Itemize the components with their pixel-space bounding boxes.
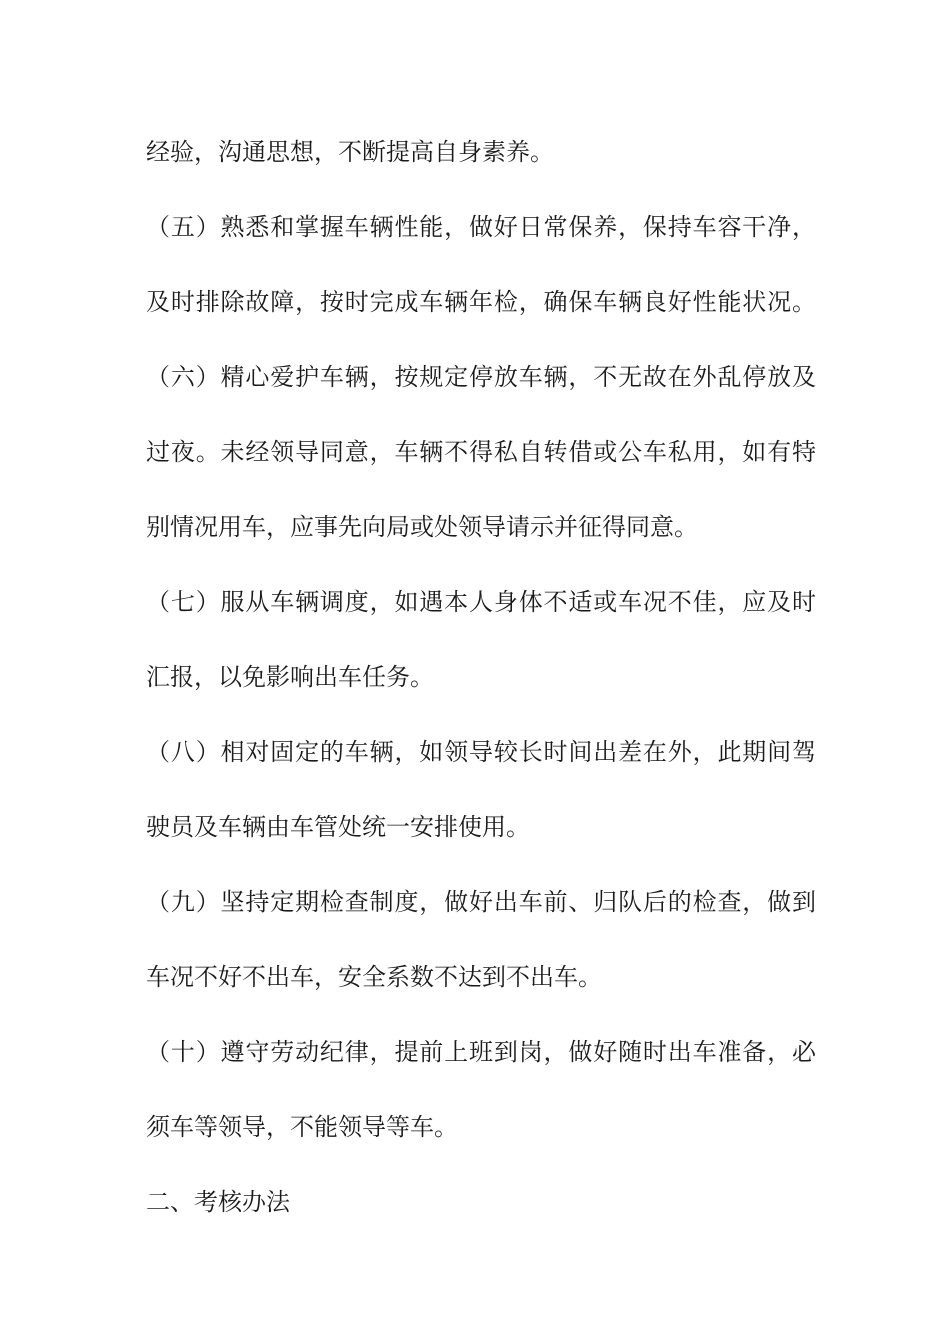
text-line-4: （六）精心爱护车辆，按规定停放车辆，不无故在外乱停放及 [146, 363, 816, 391]
text-line-13: （十）遵守劳动纪律，提前上班到岗，做好随时出车准备，必 [146, 1038, 816, 1066]
text-line-8: 汇报，以免影响出车任务。 [146, 663, 434, 691]
section-heading: 二、考核办法 [146, 1188, 290, 1216]
text-line-9: （八）相对固定的车辆，如领导较长时间出差在外，此期间驾 [146, 738, 816, 766]
text-line-1: 经验，沟通思想，不断提高自身素养。 [146, 138, 554, 166]
text-line-14: 须车等领导，不能领导等车。 [146, 1113, 458, 1141]
text-line-6: 别情况用车，应事先向局或处领导请示并征得同意。 [146, 513, 698, 541]
text-line-12: 车况不好不出车，安全系数不达到不出车。 [146, 963, 602, 991]
text-line-3: 及时排除故障，按时完成车辆年检，确保车辆良好性能状况。 [146, 288, 816, 316]
text-line-11: （九）坚持定期检查制度，做好出车前、归队后的检查，做到 [146, 888, 816, 916]
text-line-10: 驶员及车辆由车管处统一安排使用。 [146, 813, 530, 841]
text-line-7: （七）服从车辆调度，如遇本人身体不适或车况不佳，应及时 [146, 588, 816, 616]
text-line-5: 过夜。未经领导同意，车辆不得私自转借或公车私用，如有特 [146, 438, 816, 466]
text-line-2: （五）熟悉和掌握车辆性能，做好日常保养，保持车容干净， [146, 213, 816, 241]
